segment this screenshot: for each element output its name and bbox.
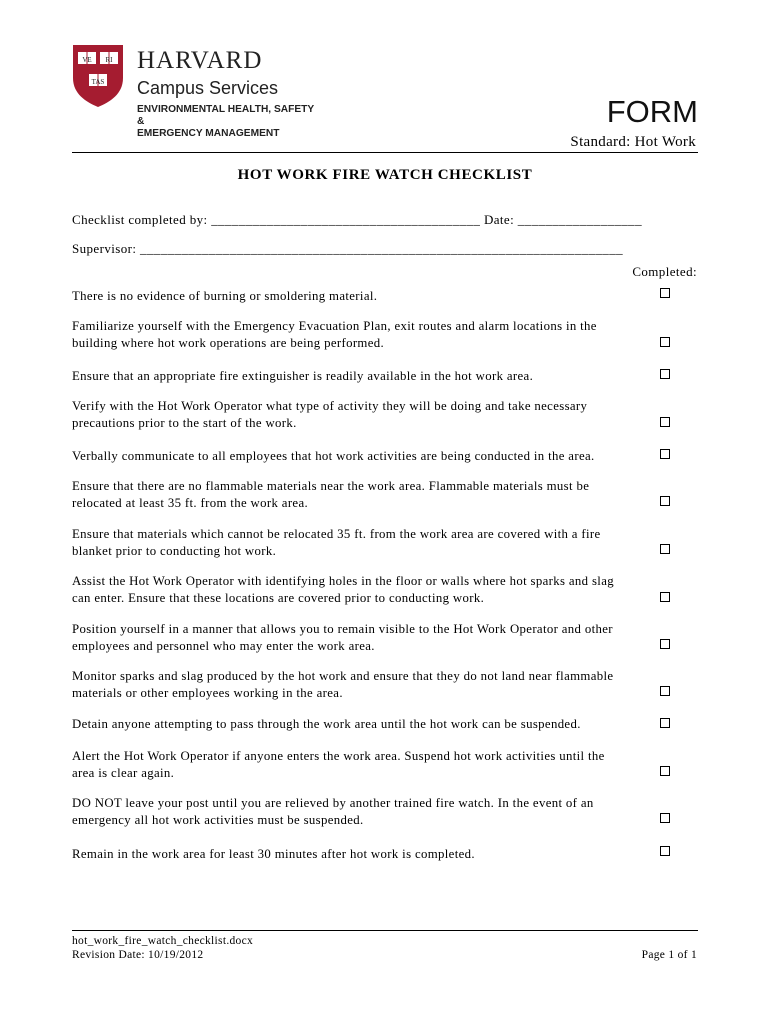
checklist-item: Monitor sparks and slag produced by the hot work and ensure that they do not land near flammable materials or other employees working in the area. <box>72 669 614 700</box>
checkbox[interactable] <box>660 813 670 823</box>
harvard-shield-icon <box>72 44 124 108</box>
checklist-item: Familiarize yourself with the Emergency Evacuation Plan, exit routes and alarm locations in the building where hot work operations are being performed. <box>72 319 597 350</box>
checkbox[interactable] <box>660 686 670 696</box>
checkbox[interactable] <box>660 337 670 347</box>
checklist-item: DO NOT leave your post until you are relieved by another trained fire watch. In the event of an emergency all hot work activities must be suspended. <box>72 796 594 827</box>
header-divider <box>72 152 698 153</box>
form-label: FORM <box>606 94 698 129</box>
checkbox[interactable] <box>660 449 670 459</box>
standard-label: Standard: Hot Work <box>570 134 696 150</box>
checkbox[interactable] <box>660 846 670 856</box>
checkbox[interactable] <box>660 369 670 379</box>
document-title: HOT WORK FIRE WATCH CHECKLIST <box>237 167 533 183</box>
checkbox[interactable] <box>660 544 670 554</box>
footer-filename: hot_work_fire_watch_checklist.docx <box>72 935 254 947</box>
checkbox[interactable] <box>660 417 670 427</box>
logo-subtitle: Campus Services <box>137 78 279 98</box>
shield-word: TAS <box>91 78 105 86</box>
checklist-item: Alert the Hot Work Operator if anyone enters the work area. Suspend hot work activities until the area is clear again. <box>72 749 605 780</box>
checklist-item: Assist the Hot Work Operator with identifying holes in the floor or walls where hot sparks and slag can enter. Ensure that these locations are covered prior to conducting work. <box>72 574 614 605</box>
checklist-item: Ensure that an appropriate fire extinguisher is readily available in the hot work area. <box>72 369 534 383</box>
checklist-item: Verify with the Hot Work Operator what type of activity they will be doing and take necessary precautions prior to the start of the work. <box>72 399 588 430</box>
checklist-item: Position yourself in a manner that allows you to remain visible to the Hot Work Operator and other employees and personnel who may enter the work area. <box>72 622 613 653</box>
footer-divider <box>72 930 698 931</box>
logo-name: HARVARD <box>137 47 263 74</box>
completed-column-header: Completed: <box>632 264 697 279</box>
shield-word: VE <box>82 56 92 64</box>
checklist-item: Ensure that materials which cannot be relocated 35 ft. from the work area are covered with a fire blanket prior to conducting hot work. <box>72 527 601 558</box>
checkbox[interactable] <box>660 718 670 728</box>
footer-revision-date: Revision Date: 10/19/2012 <box>72 949 204 961</box>
checkbox[interactable] <box>660 288 670 298</box>
completed-by-field[interactable]: Checklist completed by: _______________________________________ Date: __________________ <box>72 212 642 227</box>
checkbox[interactable] <box>660 496 670 506</box>
checkbox[interactable] <box>660 639 670 649</box>
checklist-item: Remain in the work area for least 30 minutes after hot work is completed. <box>72 847 475 861</box>
footer-page-number: Page 1 of 1 <box>641 949 697 961</box>
checklist-item: Verbally communicate to all employees that hot work activities are being conducted in the area. <box>72 449 595 463</box>
checkbox[interactable] <box>660 766 670 776</box>
supervisor-field[interactable]: Supervisor: ______________________________________________________________________ <box>72 241 623 256</box>
harvard-logo <box>72 44 322 139</box>
logo-department: ENVIRONMENTAL HEALTH, SAFETY & EMERGENCY MANAGEMENT <box>137 104 314 139</box>
checklist-item: Ensure that there are no flammable materials near the work area. Flammable materials must be relocated at least 35 ft. from the work area. <box>72 479 590 510</box>
checklist-item: There is no evidence of burning or smoldering material. <box>72 289 378 303</box>
checkbox[interactable] <box>660 592 670 602</box>
checklist-item: Detain anyone attempting to pass through the work area until the hot work can be suspended. <box>72 717 581 731</box>
shield-word: RI <box>105 56 113 64</box>
